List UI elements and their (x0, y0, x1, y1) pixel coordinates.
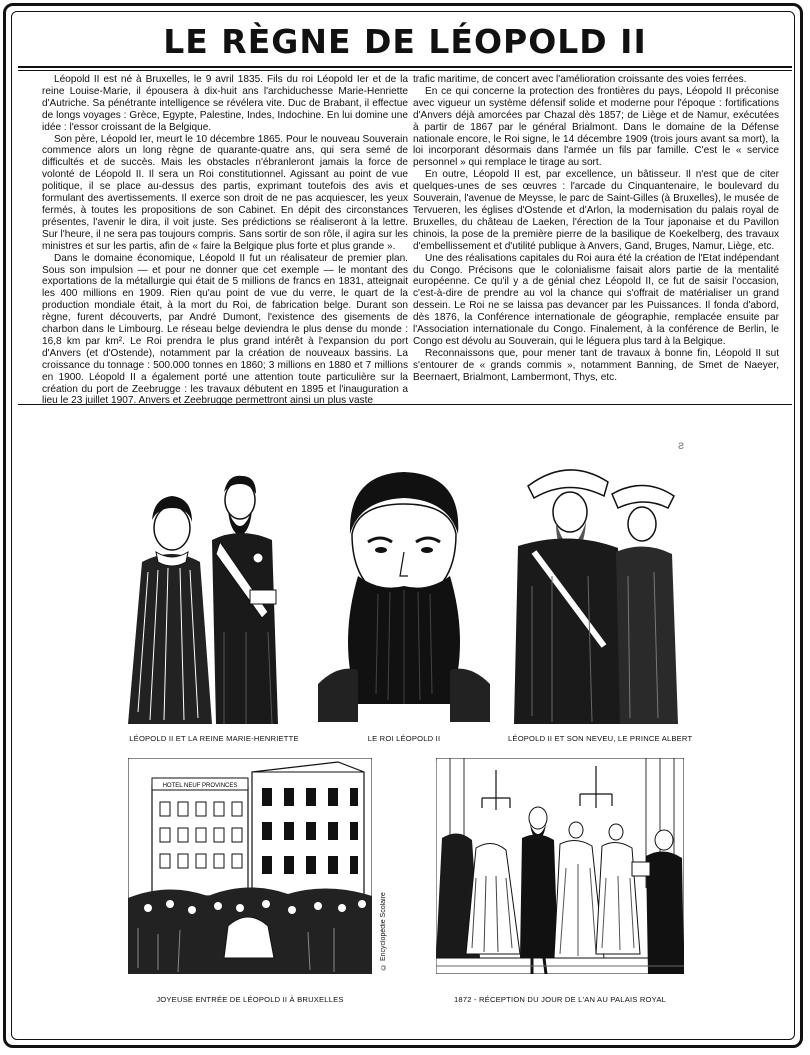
page-title: LE RÈGNE DE LÉOPOLD II (163, 22, 647, 61)
paragraph: Dans le domaine économique, Léopold II fut un réalisateur de premier plan. Sous son impulsion — et pour ne donner que cet exemple — le montant des exportations de la métallurgie qui était de 5 millions de francs en 1831, atteignait les 400 millions en 1909. Rien qu'au point de vue du verre, le quart de la production mondiale était, à la mort du Roi, de fabrication belge. Durant son règne, furent découverts, par André Dumont, l'existence des gisements de charbon dans le Limbourg. Le réseau belge deviendra le plus dense du monde : 16,8 km par km². Le Roi prendra le plus grand intérêt à l'expansion du port d'Anvers (et d'Ostende), notamment par la création de nouveaux bassins. La croissance du tonnage : 500.000 tonnes en 1860; 3 millions en 1880 et 7 millions en 1900. Léopold II a également porté une attention toute particulière sur la création du port de Zeebrugge : les travaux débutent en 1895 et l'inauguration a lieu le 23 juillet 1907. Anvers et Zeebrugge permettront ainsi un plus vaste (42, 252, 408, 407)
illustration-couple (128, 462, 300, 724)
paragraph: Léopold II est né à Bruxelles, le 9 avril 1835. Fils du roi Léopold Ier et de la reine Louise-Marie, il épousera à dix-huit ans l'archiduchesse Marie-Henriette d'Autriche. Sa pénétrante intelligence se révélera vite. Duc de Brabant, il effectue de longs voyages : Grèce, Egypte, Palestine, Indes, Indochine. En lui domine une idée : l'essor croissant de la Belgique. (42, 74, 408, 133)
text-bottom-rule (18, 404, 792, 405)
caption-couple: LÉOPOLD II ET LA REINE MARIE-HENRIETTE (129, 734, 299, 743)
text-column-right (413, 74, 779, 384)
paragraph: trafic maritime, de concert avec l'amélioration croissante des voies ferrées. (413, 74, 747, 85)
caption-nephew: LÉOPOLD II ET SON NEVEU, LE PRINCE ALBERT (508, 734, 693, 743)
illustration-king-portrait (318, 464, 490, 722)
text-column-left (42, 74, 408, 407)
banner-text: HOTEL NEUF PROVINCES (162, 783, 238, 789)
illustration-king-and-nephew (508, 456, 684, 724)
copyright-note: © Encyclopédie Scolaire (380, 892, 387, 970)
caption-reception: 1872 - RÉCEPTION DU JOUR DE L'AN AU PALAIS ROYAL (453, 995, 667, 1004)
title-rule-thin (18, 70, 792, 71)
illustration-joyeuse-entree (128, 758, 372, 974)
decorative-mark: ƨ (678, 438, 684, 452)
caption-entry: JOYEUSE ENTRÉE DE LÉOPOLD II À BRUXELLES (156, 995, 344, 1004)
paragraph: En ce qui concerne la protection des frontières du pays, Léopold II préconise avec vigueur un système défensif solide et moderne pour l'époque : fortifications d'Anvers déjà amorcées par Chazal dès 1857; de Liège et de Namur, exécutées à partir de 1867 par le général Brialmont. Dans le domaine de la Défense nationale encore, le Roi signe, le 14 décembre 1909 (trois jours avant sa mort), la loi incorporant désormais dans l'armée un fils par famille. C'est le « service personnel » qui remplace le tirage au sort. (413, 85, 779, 169)
caption-king: LE ROI LÉOPOLD II (367, 734, 441, 743)
paragraph: Une des réalisations capitales du Roi aura été la création de l'Etat indépendant du Congo. Précisons que le colonialisme faisait alors partie de la mentalité européenne. Ce qu'il y a de génial chez Léopold II, ce fut de saisir l'occasion, c'est-à-dire de prendre au vol la chance qui s'offrait de matérialiser un grand dessein. Le Roi ne se laissa pas devancer par les Puissances. Il fonda d'abord, dès 1876, la Conférence internationale de géographie, remplacée ensuite par l'Association internationale du Congo. Finalement, à la conférence de Berlin, le Congo est dévolu au Souverain, qui le léguera plus tard à la Belgique. (413, 252, 779, 347)
paragraph: Reconnaissons que, pour mener tant de travaux à bonne fin, Léopold II sut s'entourer de « grands commis », notamment Banning, de Smet de Naeyer, Beernaert, Brialmont, Lambermont, Thys, etc. (413, 347, 779, 383)
illustration-reception (436, 758, 684, 974)
paragraph: Son père, Léopold Ier, meurt le 10 décembre 1865. Pour le nouveau Souverain commence alors un long règne de quarante-quatre ans, qui sera semé de difficultés et de succès. Mais les obstacles n'ébranleront jamais la force de volonté de Léopold II. Il sera un Roi constitutionnel. Agissant au point de vue politique, il se place au-dessus des partis, exprimant toutefois des avis et formulant des avertissements. Il exerce son droit de ne pas acquiescer, les yeux fermés, à toutes les propositions de son Cabinet. En dépit des circonstances présentes, l'avenir le dira, il voit juste. Ses prédictions se réaliseront à la lettre. Sur l'heure, il ne sera pas toujours compris. Sans sortir de son rôle, il agira sur les ministres et sur les partis, afin de « faire la Belgique plus forte et plus grande ». (42, 133, 408, 252)
paragraph: En outre, Léopold II est, par excellence, un bâtisseur. Il n'est que de citer quelques-unes de ses œuvres : l'arcade du Cinquantenaire, le boulevard du Souverain, l'avenue de Meysse, le parc de Saint-Gilles (à Bruxelles), le musée de Tervueren, les églises d'Ostende et d'Arlon, la modernisation du palais royal de Bruxelles, du château de Laeken, l'érection de la Tour japonaise et du Pavillon chinois, la pose de la première pierre de la basilique de Koekelberg, des travaux d'embellissement et d'utilité publique à Anvers, Gand, Bruges, Namur, Liège, etc. (413, 169, 779, 252)
title-rule (18, 66, 792, 68)
